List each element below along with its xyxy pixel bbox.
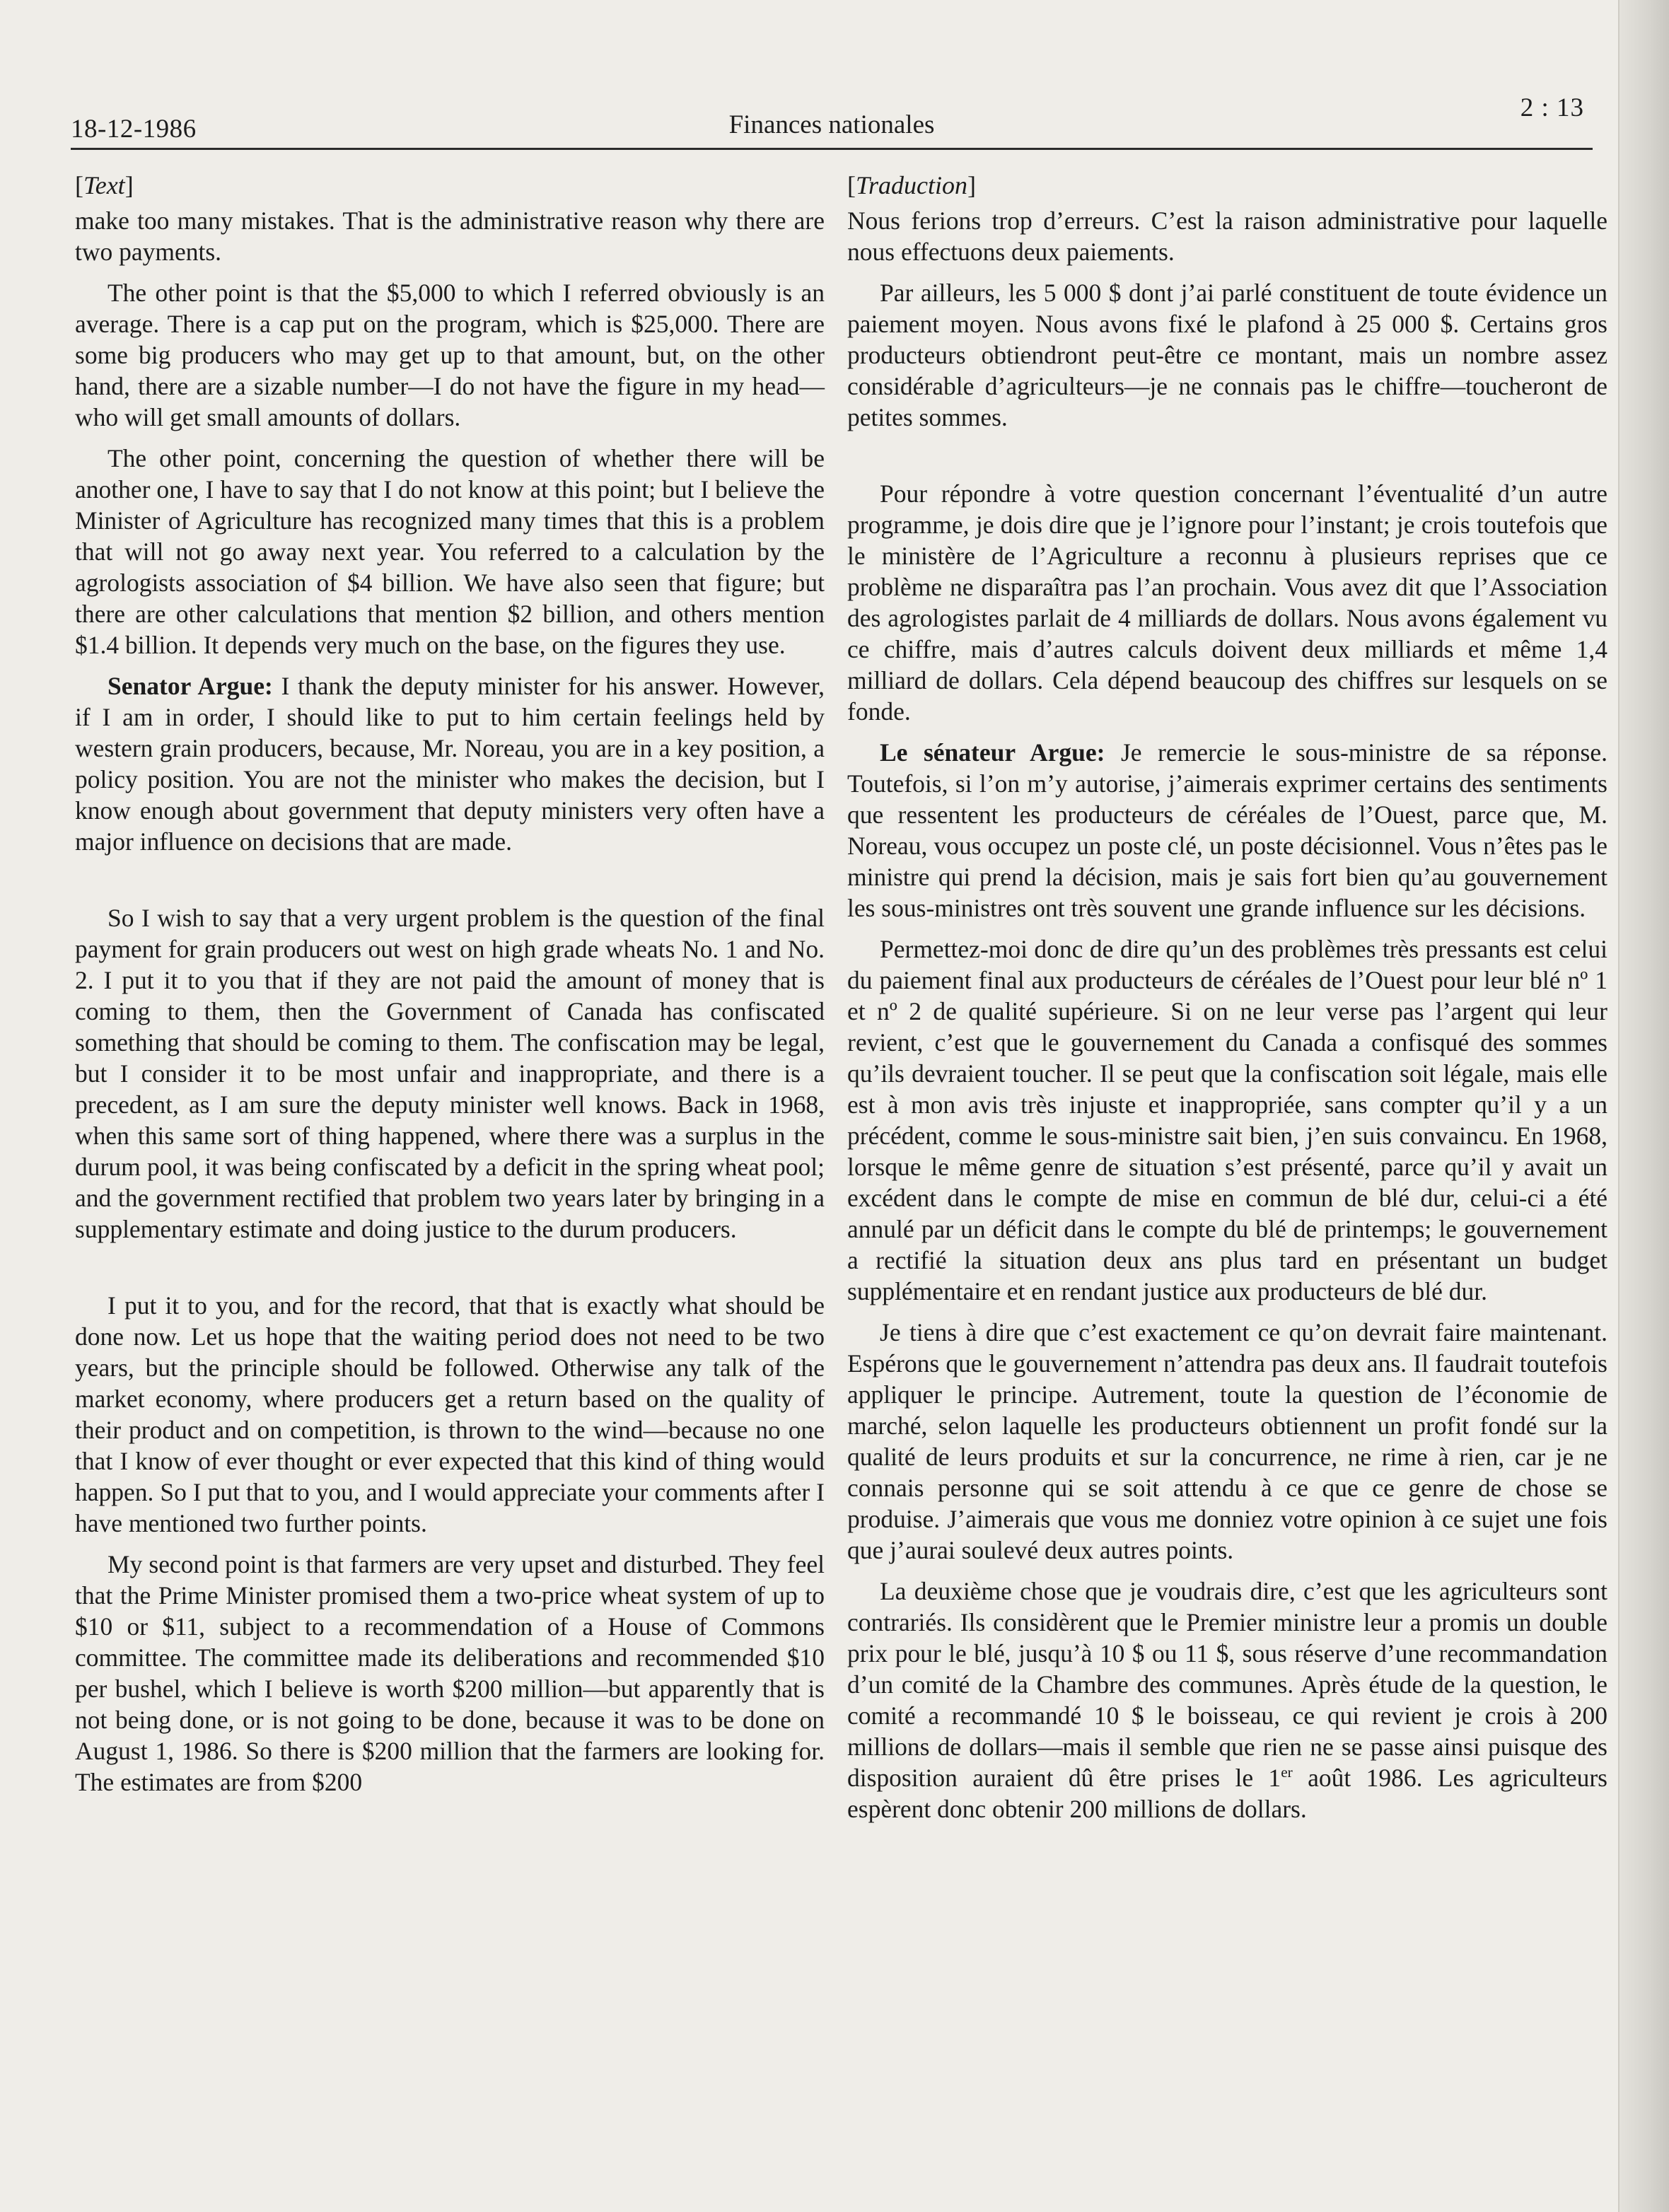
english-paragraph: The other point is that the $5,000 to which I referred obviously is an average. There is a cap put on the program, which is $25,000. There are some big producers who may get up to that amount, but, on the other hand, there are a sizable number—I do not have the figure in my head—who will get small amounts of dollars.: [75, 279, 825, 431]
french-paragraph: Permettez-moi donc de dire qu’un des problèmes très pressants est celui du paiement final aux producteurs de céréales de l’Ouest pour leur blé nº 1 et nº 2 de qualité supérieure. Si on ne leur verse pas l’argent qui leur revient, c’est que le gouvernement du Canada a confisqué des sommes qu’ils devraient toucher. Il se peut que la confiscation soit légale, mais elle est à mon avis très injuste et inappropriée, sans compter qu’il y a un précédent, comme le sous-ministre sait bien, j’en suis convaincu. En 1968, lorsque le même genre de situation s’est présenté, parce qu’il y avait un excédent dans le compte de mise en commun de blé dur, celui-ci a été annulé par un déficit dans le compte du blé de printemps; le gouvernement a rectifié la situation deux ans plus tard en présentant un budget supplémentaire et en rendant justice aux producteurs de blé dur.: [847, 935, 1607, 1305]
english-paragraph: My second point is that farmers are very upset and disturbed. They feel that the Prime Minister promised them a two-price wheat system of up to $10 or $11, subject to a recommendation of a House of Commons committee. The committee made its deliberations and recommended $10 per bushel, which I believe is worth $200 million—but apparently that is not being done, or is not going to be done, because it was to be done on August 1, 1986. So there is $200 million that the farmers are looking for. The estimates are from $200: [75, 1550, 825, 1796]
speaker-name: Le sénateur Argue:: [880, 738, 1105, 767]
french-paragraph: Pour répondre à votre question concernant l’éventualité d’un autre programme, je dois dire que je l’ignore pour l’instant; je crois toutefois que le ministère de l’Agriculture a reconnu à plusieurs reprises que ce problème ne disparaîtra pas l’an prochain. Vous avez dit que l’Association des agrologistes parlait de 4 milliards de dollars. Nous avons également vu ce chiffre, mais d’autres calculs doivent deux milliards et même 1,4 milliard de dollars. Cela dépend beaucoup des chiffres sur lesquels on se fonde.: [847, 479, 1607, 726]
english-paragraph: make too many mistakes. That is the administrative reason why there are two payments.: [75, 206, 825, 266]
speaker-name: Senator Argue:: [107, 672, 273, 700]
header-date: 18-12-1986: [71, 115, 197, 144]
french-paragraph: La deuxième chose que je voudrais dire, c’est que les agriculteurs sont contrariés. Ils considèrent que le Premier ministre leur a promis un double prix pour le blé, jusqu’à 10 $ ou 11 $, sous réserve d’une recommandation d’un comité de la Chambre des communes. Après étude de la question, le comité a recommandé 10 $ le boisseau, ce qui revient je crois à 200 millions de dollars—mais il semble que rien ne se passe ainsi puisque des disposition auraient dû être prises le 1er août 1986. Les agriculteurs espèrent donc obtenir 200 millions de dollars.: [847, 1577, 1607, 1823]
english-label: [Text]: [75, 171, 134, 199]
french-label: [Traduction]: [847, 171, 977, 199]
header-rule: [71, 148, 1593, 150]
page-edge: [1618, 0, 1669, 2212]
header-title: Finances nationales: [728, 110, 935, 139]
superscript-er: er: [1281, 1764, 1293, 1781]
english-paragraph: So I wish to say that a very urgent problem is the question of the final payment for grain producers out west on high grade wheats No. 1 and No. 2. I put it to you that if they are not paid the amount of money that is coming to them, then the Government of Canada has confiscated something that should be coming to them. The confiscation may be legal, but I consider it to be most unfair and inappropriate, and there is a precedent, as I am sure the deputy minister well knows. Back in 1968, when this same sort of thing happened, where there was a surplus in the durum pool, it was being confiscated by a deficit in the spring wheat pool; and the government rectified that problem two years later by bringing in a supplementary estimate and doing justice to the durum producers.: [75, 904, 825, 1243]
page-header: [71, 79, 1593, 150]
french-paragraph: Je tiens à dire que c’est exactement ce qu’on devrait faire maintenant. Espérons que le gouvernement n’attendra pas deux ans. Il faudrait toutefois appliquer le principe. Autrement, toute la question de l’économie de marché, selon laquelle les producteurs obtiennent un profit fondé sur la qualité de leurs produits et sur la concurrence, ne rime à rien, car je ne connais personne qui se soit attendu à ce que ce genre de chose se produise. J’aimerais que vous me donniez votre opinion à ce sujet une fois que j’aurai soulevé deux autres points.: [847, 1318, 1607, 1564]
french-column: [847, 170, 1607, 1824]
english-paragraph: Senator Argue: I thank the deputy minister for his answer. However, if I am in order, I should like to put to him certain feelings held by western grain producers, because, Mr. Noreau, you are in a key position, a policy position. You are not the minister who makes the decision, but I know enough about government that deputy ministers very often have a major influence on decisions that are made.: [75, 672, 825, 856]
french-paragraph: Le sénateur Argue: Je remercie le sous-ministre de sa réponse. Toutefois, si l’on m’y autorise, j’aimerais exprimer certains des sentiments que ressentent les producteurs de céréales de l’Ouest, parce que, M. Noreau, vous occupez un poste clé, un poste décisionnel. Vous n’êtes pas le ministre qui prend la décision, mais je sais fort bien qu’au gouvernement les sous-ministres ont très souvent une grande influence sur les décisions.: [847, 738, 1608, 922]
french-paragraph: Nous ferions trop d’erreurs. C’est la raison administrative pour laquelle nous effectuons deux paiements.: [847, 206, 1607, 266]
english-paragraph: I put it to you, and for the record, that that is exactly what should be done now. Let us hope that the waiting period does not need to be two years, but the principle should be followed. Otherwise any talk of the market economy, where producers get a return based on the quality of their product and on competition, is thrown to the wind—because no one that I know of ever thought or ever expected that this kind of thing would happen. So I put that to you, and I would appreciate your comments after I have mentioned two further points.: [75, 1291, 825, 1537]
english-column: [75, 170, 825, 1798]
english-paragraph: The other point, concerning the question of whether there will be another one, I have to say that I do not know at this point; but I believe the Minister of Agriculture has recognized many times that this is a problem that will not go away next year. You referred to a calculation by the agrologists association of $4 billion. We have also seen that figure; but there are other calculations that mention $2 billion, and others mention $1.4 billion. It depends very much on the base, on the figures they use.: [75, 444, 825, 659]
french-paragraph: Par ailleurs, les 5 000 $ dont j’ai parlé constituent de toute évidence un paiement moyen. Nous avons fixé le plafond à 25 000 $. Certains gros producteurs obtiendront peut-être ce montant, mais un nombre assez considérable d’agriculteurs—je ne connais pas le chiffre—toucheront de petites sommes.: [847, 279, 1607, 431]
header-page-number: 2 : 13: [1520, 93, 1584, 122]
